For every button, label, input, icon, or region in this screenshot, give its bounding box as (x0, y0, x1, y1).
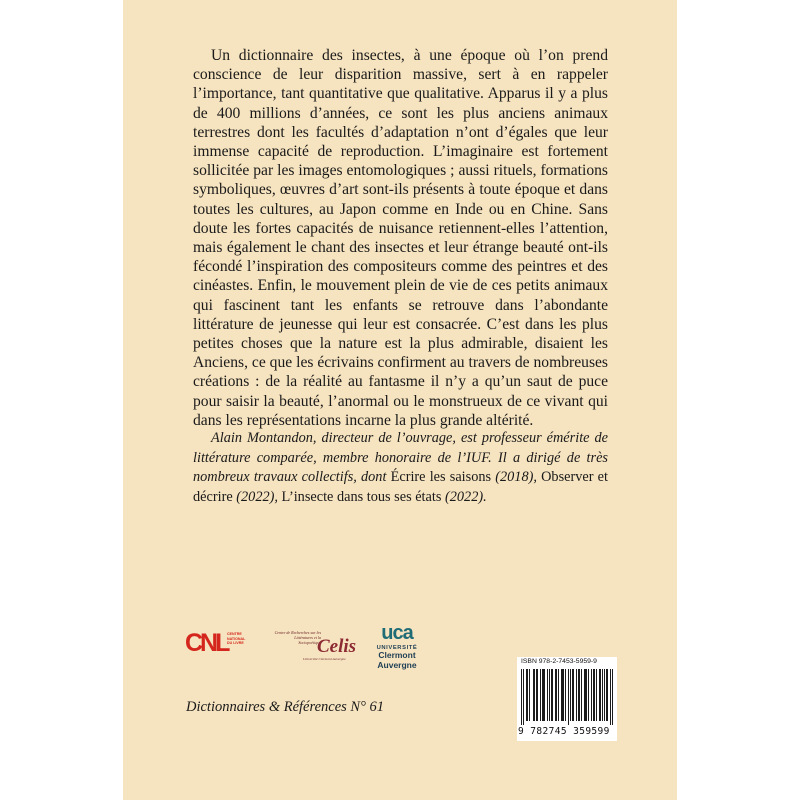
isbn-text: ISBN 978-2-7453-5959-9 (521, 658, 597, 665)
barcode-bar (591, 669, 592, 721)
bio-book-title-2: Observer et décrire (193, 469, 608, 505)
book-summary: Un dictionnaire des insectes, à une époque où l’on prend conscience de leur disparition massive, sert à en rappeler l’importance, tant quantitative que qualitative. Apparus il y a plus de 400 millions d’années, ce sont les plus anciens animaux terrestres dont les facultés d’adaptation n’ont d’égales que leur immense capacité de reproduction. L’imaginaire est fortement sollicitée par les images entomologiques ; aussi rituels, formations symboliques, œuvres d’art sont-ils présents à toute époque et dans toutes les cultures, au Japon comme en Inde ou en Chine. Sans doute les fortes capacités de nuisance retiennent-elles l’attention, mais également le chant des insectes et leur étrange beauté ont-ils fécondé l’inspiration des compositeurs comme des peintres et des cinéastes. Enfin, le mouvement plein de vie de ces petits animaux qui fascinent tant les enfants se retrouve dans l’abondante littérature de jeunesse qui leur est consacrée. C’est dans les plus petites choses que la nature est la plus admirable, disaient les Anciens, ce que les écrivains confirment au travers de nombreuses créations : de la réalité au fantasme il n’y a qu’un saut de puce pour saisir la beauté, l’anormal ou le monstrueux de ce vivant qui dans les représentations incarne la plus grande altérité. (193, 47, 608, 429)
barcode-bar (584, 669, 585, 721)
uca-logo-line-3: Auvergne (377, 659, 417, 670)
barcode-bar (581, 669, 582, 721)
barcode-bar (537, 669, 538, 721)
barcode-bar (588, 669, 589, 721)
barcode-bar (523, 669, 524, 725)
barcode-bar (604, 669, 605, 721)
barcode-bar (586, 669, 587, 721)
barcode-bar (600, 669, 601, 721)
barcode-bar (543, 669, 544, 721)
barcode-bar (527, 669, 528, 721)
barcode-bar (596, 669, 597, 721)
barcode-bar (585, 669, 586, 721)
bio-year-1: (2018), (491, 469, 542, 485)
barcode-bar (565, 669, 566, 721)
barcode (517, 657, 617, 741)
bio-book-title-1: Écrire les saisons (390, 469, 492, 485)
author-bio (193, 429, 608, 507)
barcode-bar (529, 669, 530, 721)
barcode-bar (521, 669, 522, 725)
celis-logo-tagline: Université Clermont Auvergne (303, 657, 346, 661)
barcode-bar (526, 669, 527, 721)
barcode-bar (563, 669, 564, 721)
barcode-bar (594, 669, 595, 721)
barcode-bar (556, 669, 557, 721)
barcode-bar (542, 669, 543, 721)
bio-year-3: (2022). (441, 488, 487, 505)
uca-logo-line-1: UNIVERSITÉ (376, 645, 418, 651)
cnl-logo (185, 628, 249, 662)
barcode-bar (544, 669, 545, 721)
uca-logo-mark: uca (381, 622, 413, 644)
barcode-bar (561, 669, 562, 721)
barcode-bar (549, 669, 550, 721)
cnl-logo-letters: CNL (185, 629, 228, 657)
barcode-bar (547, 669, 548, 721)
barcode-bar (573, 669, 574, 721)
barcode-bar (534, 669, 535, 721)
barcode-bar (568, 669, 569, 725)
barcode-bar (610, 669, 611, 725)
barcode-bar (606, 669, 607, 721)
barcode-bar (612, 669, 613, 725)
barcode-bar (593, 669, 594, 721)
ean-digits: 9 782745 359599 (518, 726, 610, 737)
barcode-bar (551, 669, 552, 721)
series-label: Dictionnaires & Références N° 61 (186, 699, 385, 715)
bio-text: Alain Montandon, directeur de l’ouvrage, est professeur émérite de littérature comparée, membre honoraire de l’IUF. Il a dirigé de très nombreux travaux collectifs, dont (193, 430, 608, 485)
uca-logo-line-2: Clermont (378, 650, 416, 660)
uca-logo (371, 624, 423, 674)
barcode-bar (540, 669, 541, 721)
barcode-bar (599, 669, 600, 721)
barcode-bar (555, 669, 556, 721)
barcode-bar (579, 669, 580, 721)
celis-logo (273, 628, 357, 662)
bio-book-title-3: L’insecte dans tous ses états (281, 488, 442, 505)
barcode-bar (536, 669, 537, 721)
cnl-logo-subtitle: CENTRE NATIONAL DU LIVRE (227, 632, 246, 645)
barcode-bars (521, 669, 613, 725)
bio-year-2: (2022), (232, 488, 282, 505)
barcode-bar (552, 669, 553, 721)
back-cover (123, 0, 677, 800)
barcode-bar (562, 669, 563, 721)
barcode-bar (558, 669, 559, 721)
barcode-bar (572, 669, 573, 721)
celis-logo-caption: Centre de Recherches sur les Littératures et la Sociopoétique (274, 630, 321, 645)
barcode-bar (607, 669, 608, 721)
barcode-bar (533, 669, 534, 721)
celis-logo-wordmark: Celis (317, 636, 357, 657)
barcode-bar (570, 669, 571, 721)
barcode-bar (602, 669, 603, 721)
barcode-bar (576, 669, 577, 721)
barcode-bar (578, 669, 579, 721)
